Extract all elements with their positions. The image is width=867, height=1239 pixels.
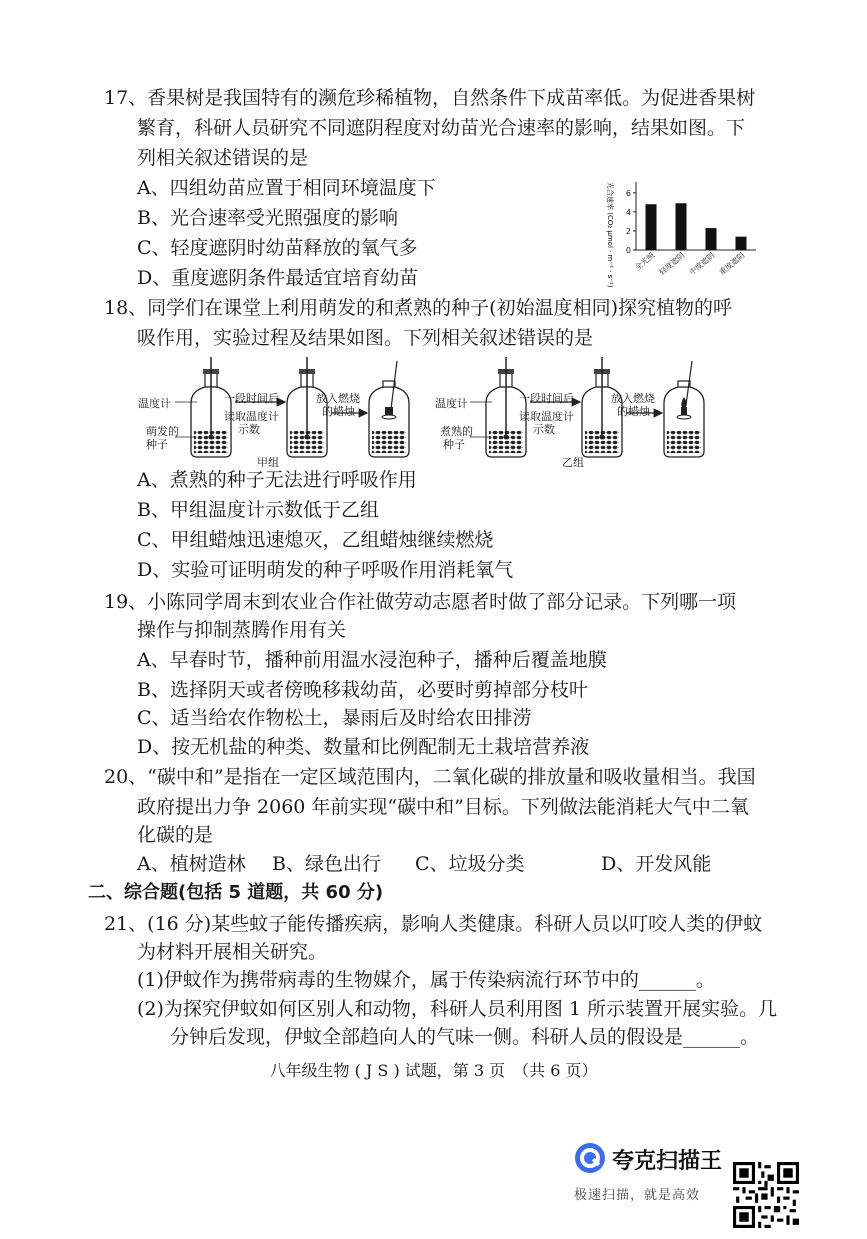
label-a-arrow1-top: 一段时间后: [224, 392, 279, 405]
q17-option-c: C、轻度遮阴时幼苗释放的氧气多: [137, 237, 418, 259]
q19-option-d: D、按无机盐的种类、数量和比例配制无土栽培营养液: [137, 736, 590, 758]
chart-bar: [676, 203, 687, 250]
label-b-arrow1-top: 一段时间后: [519, 392, 574, 405]
q19-option-c: C、适当给农作物松土，暴雨后及时给农田排涝: [137, 707, 532, 729]
flask-b2: [582, 357, 622, 457]
q20-line-2: 政府提出力争 2060 年前实现“碳中和”目标。下列做法能消耗大气中二氧: [137, 796, 749, 818]
q21-sub-2-line-2: 分钟后发现，伊蚊全部趋向人的气味一侧。科研人员的假设是______。: [170, 1026, 760, 1048]
q19-option-b: B、选择阴天或者傍晚移栽幼苗，必要时剪掉部分枝叶: [137, 679, 588, 701]
chart-y-tick-label: 4: [625, 207, 631, 217]
q18-option-d: D、实验可证明萌发的种子呼吸作用消耗氧气: [137, 559, 514, 581]
label-a-seed-2: 种子: [146, 438, 168, 451]
q21-sub-2-line-1: (2)为探究伊蚊如何区别人和动物，科研人员利用图 1 所示装置开展实验。几: [137, 998, 778, 1020]
q20-option-c: C、垃圾分类: [415, 853, 525, 875]
chart-ylabel: 光合速率 (CO₂ μmol · m⁻² · s⁻¹): [606, 182, 614, 287]
q20-option-a: A、植树造林: [137, 853, 246, 875]
q18-line-1: 18、同学们在课堂上利用萌发的和煮熟的种子(初始温度相同)探究植物的呼: [104, 297, 733, 319]
label-b-seed-1: 煮熟的: [440, 425, 473, 438]
q17-option-a: A、四组幼苗应置于相同环境温度下: [137, 177, 436, 199]
scanner-logo-icon: [574, 1142, 606, 1174]
label-group-b: 乙组: [562, 456, 584, 469]
label-a-thermometer: 温度计: [138, 397, 171, 410]
q17-line-2: 繁育，科研人员研究不同遮阴程度对幼苗光合速率的影响，结果如图。下: [137, 117, 746, 139]
flask-b1: [486, 357, 526, 457]
q19-line-2: 操作与抑制蒸腾作用有关: [137, 619, 347, 641]
chart-x-tick-label: 重度遮阴: [717, 250, 747, 277]
q20-line-1: 20、“碳中和”是指在一定区域范围内，二氧化碳的排放量和吸收量相当。我国: [104, 766, 756, 788]
label-a-arrow1-bottom-1: 读取温度计: [224, 410, 279, 423]
chart-bar: [646, 204, 657, 250]
q17-line-1: 17、香果树是我国特有的濒危珍稀植物，自然条件下成苗率低。为促进香果树: [104, 87, 756, 109]
label-b-seed-2: 种子: [443, 438, 465, 451]
chart-y-tick-label: 2: [625, 226, 631, 236]
q20-line-3: 化碳的是: [137, 824, 214, 846]
label-b-arrow2-top-1: 放入燃烧: [611, 392, 655, 405]
q18-line-2: 吸作用，实验过程及结果如图。下列相关叙述错误的是: [137, 327, 594, 349]
chart-y-tick-label: 6: [625, 188, 631, 198]
label-a-arrow2-top-1: 放入燃烧: [316, 392, 360, 405]
flask-a1: [191, 357, 231, 457]
q20-option-b: B、绿色出行: [272, 853, 381, 875]
chart-bar: [706, 228, 717, 250]
q17-line-3: 列相关叙述错误的是: [137, 147, 309, 169]
chart-x-tick-label: 轻度遮阴: [657, 250, 687, 277]
q21-sub-1: (1)伊蚊作为携带病毒的生物媒介，属于传染病流行环节中的______。: [137, 969, 715, 991]
label-a-arrow1-bottom-2: 示数: [238, 423, 260, 436]
q18-option-b: B、甲组温度计示数低于乙组: [137, 499, 379, 521]
chart-x-tick-label: 全光照: [633, 250, 657, 272]
chart-x-tick-label: 中度遮阴: [687, 250, 717, 277]
flask-a2: [287, 357, 327, 457]
label-b-arrow1-bottom-2: 示数: [533, 423, 555, 436]
label-a-seed-1: 萌发的: [146, 425, 179, 438]
q21-line-1: 21、(16 分)某些蚊子能传播疾病，影响人类健康。科研人员以叮咬人类的伊蚊: [104, 913, 763, 935]
chart-y-tick-label: 0: [625, 246, 631, 255]
scanner-watermark: [572, 1138, 732, 1204]
label-b-arrow2-top-2: 的蜡烛: [617, 405, 650, 418]
q19-option-a: A、早春时节，播种前用温水浸泡种子，播种后覆盖地膜: [137, 649, 607, 671]
q17-option-d: D、重度遮阴条件最适宜培育幼苗: [137, 267, 419, 289]
chart-bar: [736, 237, 747, 250]
section-2-title: 二、综合题(包括 5 道题，共 60 分): [88, 882, 384, 903]
qr-code-icon[interactable]: [733, 1162, 799, 1228]
label-b-thermometer: 温度计: [435, 397, 468, 410]
group-a: [175, 357, 409, 457]
q20-option-d: D、开发风能: [601, 853, 712, 875]
page-footer: 八年级生物 ( J S ) 试题，第 3 页 （共 6 页）: [269, 1061, 598, 1080]
flask-a3-candle-out: [369, 361, 409, 457]
q17-option-b: B、光合速率受光照强度的影响: [137, 207, 398, 229]
q21-line-2: 为材料开展相关研究。: [137, 941, 328, 963]
label-b-arrow1-bottom-1: 读取温度计: [519, 410, 574, 423]
flask-b3-candle-burning: [664, 361, 704, 457]
label-group-a: 甲组: [257, 456, 279, 469]
watermark-brand: 夸克扫描王: [612, 1149, 723, 1174]
q19-line-1: 19、小陈同学周末到农业合作社做劳动志愿者时做了部分记录。下列哪一项: [104, 591, 737, 613]
photosynthesis-bar-chart: [590, 172, 765, 287]
label-a-arrow2-top-2: 的蜡烛: [322, 405, 355, 418]
q18-option-a: A、煮熟的种子无法进行呼吸作用: [137, 469, 417, 491]
group-b: [470, 357, 704, 457]
watermark-slogan: 极速扫描，就是高效: [574, 1188, 701, 1203]
q18-option-c: C、甲组蜡烛迅速熄灭，乙组蜡烛继续燃烧: [137, 529, 494, 551]
